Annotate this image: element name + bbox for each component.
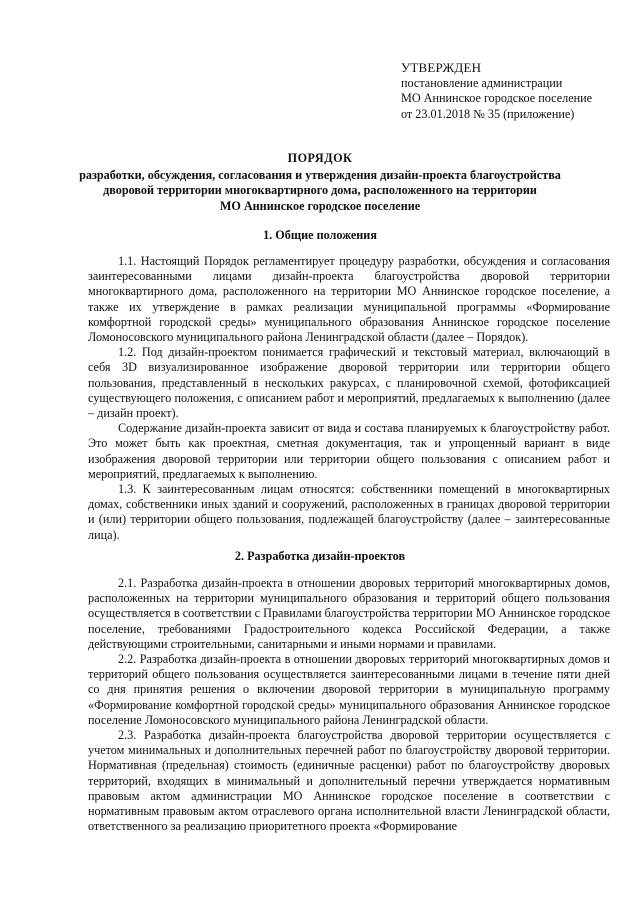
approval-line-3: от 23.01.2018 № 35 (приложение) (401, 106, 575, 121)
paragraph-2-1: 2.1. Разработка дизайн-проекта в отношении дворовых территорий многоквартирных домов, расположенных на территории муниципального образования и территорий общего пользования осуществляется в соответствии с Правилами благоустройства территории МО Аннинское городское поселение, требованиями Градостроительного кодекса Российской Федерации, а также действующими строительными, санитарными и иными нормами и правилами. (88, 576, 610, 651)
title-subtitle-line-1: разработки, обсуждения, согласования и утверждения дизайн-проекта благоустройства (79, 167, 561, 182)
section-2-body (88, 576, 610, 834)
approval-line-2: МО Аннинское городское поселение (401, 91, 593, 105)
approval-stamp (401, 60, 631, 122)
section-2-heading: 2. Разработка дизайн-проектов (234, 549, 406, 563)
paragraph-1-3: 1.3. К заинтересованным лицам относятся: собственники помещений в многоквартирных домах, собственники иных зданий и сооружений, расположенных в границах дворовой территории и (или) территории общего пользования, подлежащей благоустройству (далее – заинтересованные лица). (88, 482, 610, 542)
approval-line-1: постановление администрации (401, 75, 563, 90)
paragraph-1-2: 1.2. Под дизайн-проектом понимается графический и текстовый материал, включающий в себя 3D визуализированное изображение дворовой территории или территории общего пользования, представленный в нескольких ракурсах, с планировочной схемой, фотофиксацией существующего положения, с описанием работ и мероприятий, предлагаемых к выполнению (далее – дизайн проект). (88, 345, 610, 421)
section-1-heading: 1. Общие положения (263, 228, 377, 242)
paragraph-2-3: 2.3. Разработка дизайн-проекта благоустройства дворовой территории осуществляется с учетом минимальных и дополнительных перечней работ по благоустройству дворовой территории. Нормативная (предельная) стоимость (единичные расценки) работ по благоустройству дворовых территорий, входящих в минимальный и дополнительный перечни утверждается нормативным правовым актом администрации МО Аннинское городское поселение в соответствии с нормативным правовым актом отраслевого органа исполнительной власти Ленинградской области, ответственного за реализацию приоритетного проекта «Формирование (88, 728, 610, 834)
paragraph-1-2-content: Содержание дизайн-проекта зависит от вида и состава планируемых к благоустройству работ. Это может быть как проектная, сметная документация, так и упрощенный вариант в виде изображения дворовой территории или территории общего пользования с описанием работ и мероприятий, предлагаемых к выполнению. (88, 421, 610, 481)
document-title (60, 151, 580, 214)
paragraph-1-1: 1.1. Настоящий Порядок регламентирует процедуру разработки, обсуждения и согласования заинтересованными лицами дизайн-проекта благоустройства дворовой территории многоквартирного дома, расположенного на территории МО Аннинское городское поселение, а также их утверждение в рамках реализации муниципальной программы «Формирование комфортной городской среды» муниципального образования Аннинское городское поселение Ломоносовского муниципального района Ленинградской области (далее – Порядок). (88, 254, 610, 345)
title-subtitle-line-2: дворовой территории многоквартирного дома, расположенного на территории (103, 183, 537, 197)
title-main: ПОРЯДОК (287, 151, 353, 165)
section-1-body (88, 254, 610, 543)
title-subtitle-line-3: МО Аннинское городское поселение (219, 198, 421, 213)
paragraph-2-2: 2.2. Разработка дизайн-проекта в отношении дворовых территорий многоквартирных домов и территорий общего пользования осуществляется заинтересованными лицами в течение пяти дней со дня принятия решения о включении дворовой территории в муниципальную программу «Формирование комфортной городской среды» муниципального образования Аннинское городское поселение Ломоносовского муниципального района Ленинградской области. (88, 652, 610, 727)
approval-heading: УТВЕРЖДЕН (401, 60, 482, 75)
